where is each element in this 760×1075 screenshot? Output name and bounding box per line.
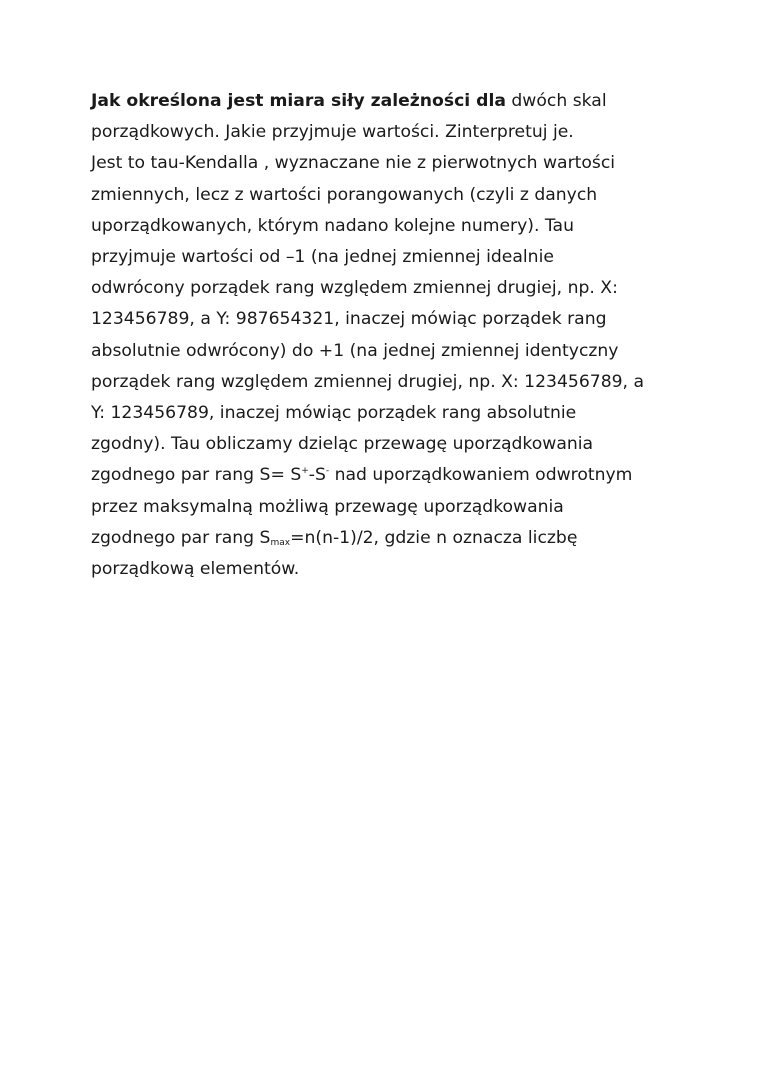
answer-line-13: [91, 523, 681, 554]
formula-s-minus-text: -S: [308, 465, 326, 486]
answer-line-5: odwrócony porządek rang względem zmiennej drugiej, np. X:: [91, 278, 618, 299]
smax-formula-text: =n(n-1)/2, gdzie n oznacza liczbę: [290, 527, 578, 548]
answer-line-1: Jest to tau-Kendalla , wyznaczane nie z pierwotnych wartości: [91, 153, 616, 174]
question-regular-text: dwóch skal: [505, 91, 607, 111]
question-line-2: porządkowych. Jakie przyjmuje wartości. Zinterpretuj je.: [91, 122, 574, 143]
s-minus-superscript: -: [325, 466, 330, 477]
answer-line-10: zgodny). Tau obliczamy dzieląc przewagę uporządkowania: [91, 434, 594, 455]
answer-line-11: [91, 460, 681, 491]
s-plus-superscript: +: [301, 466, 309, 477]
document-text: [91, 86, 681, 585]
answer-line-8: porządek rang względem zmiennej drugiej, np. X: 123456789, a: [91, 371, 645, 392]
answer-line-9: Y: 123456789, inaczej mówiąc porządek rang absolutnie: [91, 403, 577, 424]
formula-rest-text: nad uporządkowaniem odwrotnym: [329, 465, 633, 486]
answer-line-4: przyjmuje wartości od –1 (na jednej zmiennej idealnie: [91, 247, 554, 268]
max-subscript: max: [270, 537, 291, 548]
smax-text: zgodnego par rang S: [91, 527, 271, 548]
question-bold-text: Jak określona jest miara siły zależności dla: [91, 91, 506, 111]
formula-s-text: zgodnego par rang S= S: [91, 465, 302, 486]
answer-line-12: przez maksymalną możliwą przewagę uporządkowania: [91, 496, 564, 517]
answer-line-7: absolutnie odwrócony) do +1 (na jednej zmiennej identyczny: [91, 340, 619, 361]
answer-line-6: 123456789, a Y: 987654321, inaczej mówiąc porządek rang: [91, 309, 607, 330]
question-line-1: [91, 86, 681, 117]
answer-line-14: porządkową elementów.: [91, 559, 300, 580]
answer-line-2: zmiennych, lecz z wartości porangowanych (czyli z danych: [91, 184, 598, 205]
answer-line-3: uporządkowanych, którym nadano kolejne numery). Tau: [91, 215, 574, 236]
